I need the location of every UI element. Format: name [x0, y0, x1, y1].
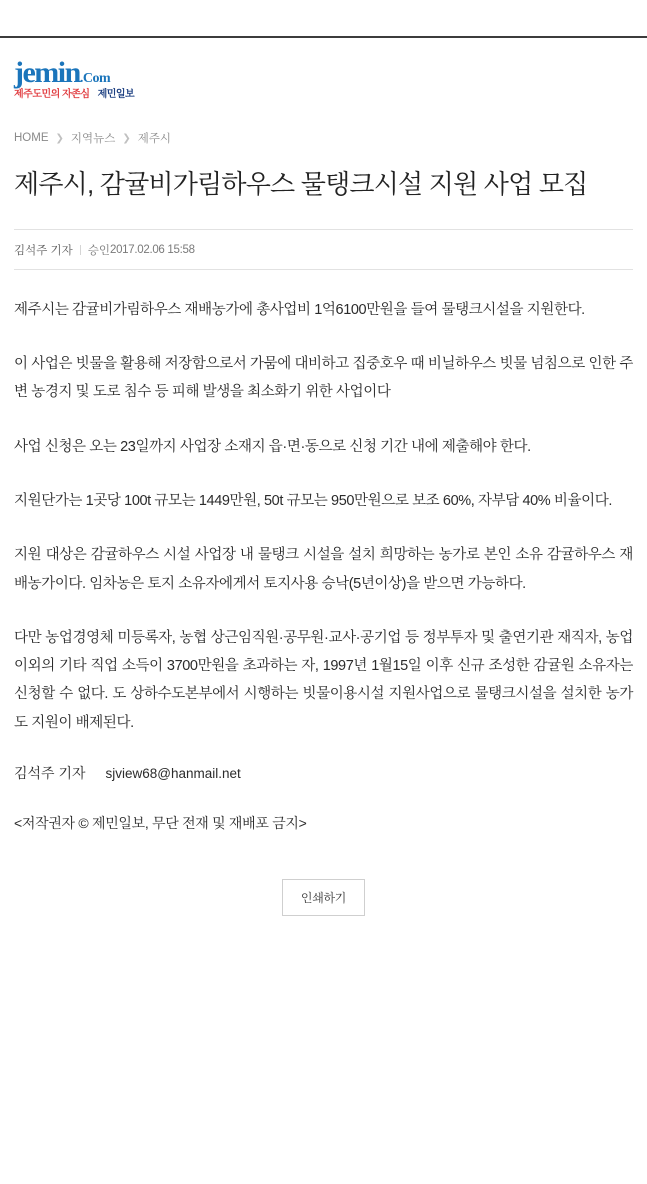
article-paragraph: 지원단가는 1곳당 100t 규모는 1449만원, 50t 규모는 950만원으로 보조 60%, 자부담 40% 비율이다. [14, 492, 612, 509]
reporter-email[interactable]: sjview68@hanmail.net [105, 765, 241, 781]
chevron-right-icon: ❯ [55, 132, 64, 144]
article-paragraph: 제주시는 감귤비가림하우스 재배농가에 총사업비 1억6100만원을 들여 물탱크시설을 지원한다. [14, 301, 585, 318]
byline-divider [80, 245, 81, 255]
article-paragraph: 지원 대상은 감귤하우스 시설 사업장 내 물탱크 시설을 설치 희망하는 농가로 본인 소유 감귤하우스 재배농가이다. 임차농은 토지 소유자에게서 토지사용 승낙(5년이상)을 받으면 가능하다. [14, 547, 633, 592]
chevron-right-icon: ❯ [122, 132, 131, 144]
byline-date-label: 승인 [87, 244, 110, 257]
reporter-name: 김석주 기자 [14, 764, 86, 781]
byline [14, 229, 633, 270]
logo-dotcom: .Com [79, 71, 111, 86]
print-button[interactable]: 인쇄하기 [282, 879, 365, 916]
reporter-signature-row [14, 763, 633, 783]
article-paragraph: 이 사업은 빗물을 활용해 저장함으로서 가뭄에 대비하고 집중호우 때 비닐하우스 빗물 넘침으로 인한 주변 농경지 및 도로 침수 등 피해 발생을 최소화기 위한 사업이다 [14, 356, 633, 401]
breadcrumb-item-city[interactable]: 제주시 [137, 133, 172, 145]
logo-tagline-left: 제주도민의 자존심 [14, 89, 90, 100]
article-actions [0, 869, 647, 956]
breadcrumb [0, 116, 647, 156]
browser-top-bar [0, 0, 647, 38]
copyright-notice: <저작권자 © 제민일보, 무단 전재 및 재배포 금지> [14, 814, 307, 831]
breadcrumb-item-home[interactable]: HOME [14, 132, 49, 144]
logo-tagline-right: 제민일보 [97, 89, 135, 100]
logo-wordmark: jemin [14, 56, 80, 89]
article-paragraph: 다만 농업경영체 미등록자, 농협 상근임직원·공무원·교사·공기업 등 정부투자 및 출연기관 재직자, 농업 이외의 기타 직업 소득이 3700만원을 초과하는 자, 1997년 1월15일 이후 신규 조성한 감귤원 소유자는 신청할 수 없다. 도 상하수도본부에서 시행하는 빗물이용시설 지원사업으로 물탱크시설을 설치한 농가도 지원이 배제된다. [14, 629, 633, 731]
site-logo[interactable] [0, 38, 647, 116]
page-title: 제주시, 감귤비가림하우스 물탱크시설 지원 사업 모집 [14, 169, 588, 199]
article-body [0, 270, 647, 833]
breadcrumb-item-region[interactable]: 지역뉴스 [70, 133, 116, 145]
byline-date: 2017.02.06 15:58 [109, 243, 195, 256]
article-paragraph: 사업 신청은 오는 23일까지 사업장 소재지 읍·면·동으로 신청 기간 내에 제출해야 한다. [14, 438, 531, 455]
byline-author: 김석주 기자 [14, 244, 73, 257]
